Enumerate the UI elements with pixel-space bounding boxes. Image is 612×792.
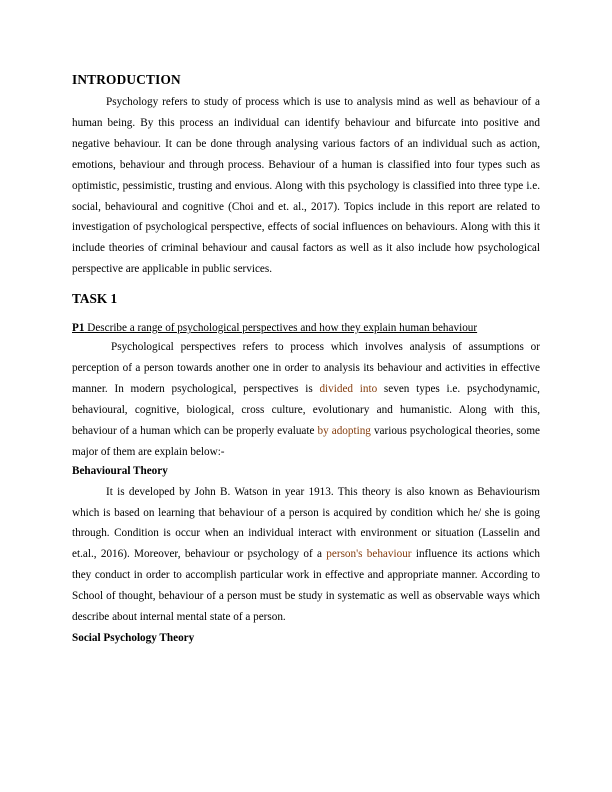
perspectives-highlight-divided-into: divided into xyxy=(319,382,378,395)
perspectives-highlight-by-adopting: by adopting xyxy=(317,424,371,437)
introduction-paragraph: Psychology refers to study of process which is use to analysis mind as well as behaviour of a human being. By this process an individual can identify behaviour and bifurcate into positive and negative behaviour. It can be done through analysing various factors of an individual such as action, emotions, behaviour and through process. Behaviour of a human is classified into four types such as optimistic, pessimistic, trusting and envious. Along with this psychology is classified into three type i.e. social, behavioural and cognitive (Choi and et. al., 2017). Topics include in this report are related to investigation of psychological perspective, effects of social influences on behaviours. Along with this it include theories of criminal behaviour and causal factors as well as it also include how psychological perspective are applicable in public services. xyxy=(72,96,540,276)
behavioural-text-c: influence its actions which they conduct in order to accomplish particular work in effective and appropriate manner. According to School of thought, behaviour of a person must be study in systematic as well as observable ways which describe about internal mental state of a person. xyxy=(72,548,540,624)
social-psychology-theory-heading: Social Psychology Theory xyxy=(72,631,195,644)
perspectives-text-e: various psychological theories, some major of them are explain below:- xyxy=(72,424,540,458)
introduction-heading: INTRODUCTION xyxy=(72,72,181,87)
perspectives-paragraph xyxy=(72,337,540,462)
behavioural-theory-paragraph xyxy=(72,482,540,628)
behavioural-text-a: It is developed by John B. Watson in year 1913. This theory is also known as Behaviourism which is based on learning that behaviour of a person is acquired by condition which he/ she is going through. Condition is occur when an individual interact with environment or situation (Lasselin and et.al., 2016). Moreover, behaviour or psychology of a xyxy=(72,485,540,561)
perspectives-text-c: seven types i.e. psychodynamic, behavioural, cognitive, biological, cross culture, evolutionary and humanistic. Along with this, behaviour of a human which can be properly evaluate xyxy=(72,382,540,437)
p1-label: P1 xyxy=(72,322,85,335)
task1-heading: TASK 1 xyxy=(72,291,118,307)
perspectives-text-a: Psychological perspectives refers to process which involves analysis of assumptions or perception of a person towards another one in order to analysis its behaviour and activities in effective manner. In modern psychological, perspectives is xyxy=(72,341,540,395)
p1-description: Describe a range of psychological perspectives and how they explain human behaviour xyxy=(84,322,478,335)
p1-subheading xyxy=(72,320,540,337)
behavioural-highlight-persons-behaviour: person's behaviour xyxy=(326,548,412,561)
document-content xyxy=(72,70,540,647)
behavioural-theory-heading: Behavioural Theory xyxy=(72,464,168,477)
